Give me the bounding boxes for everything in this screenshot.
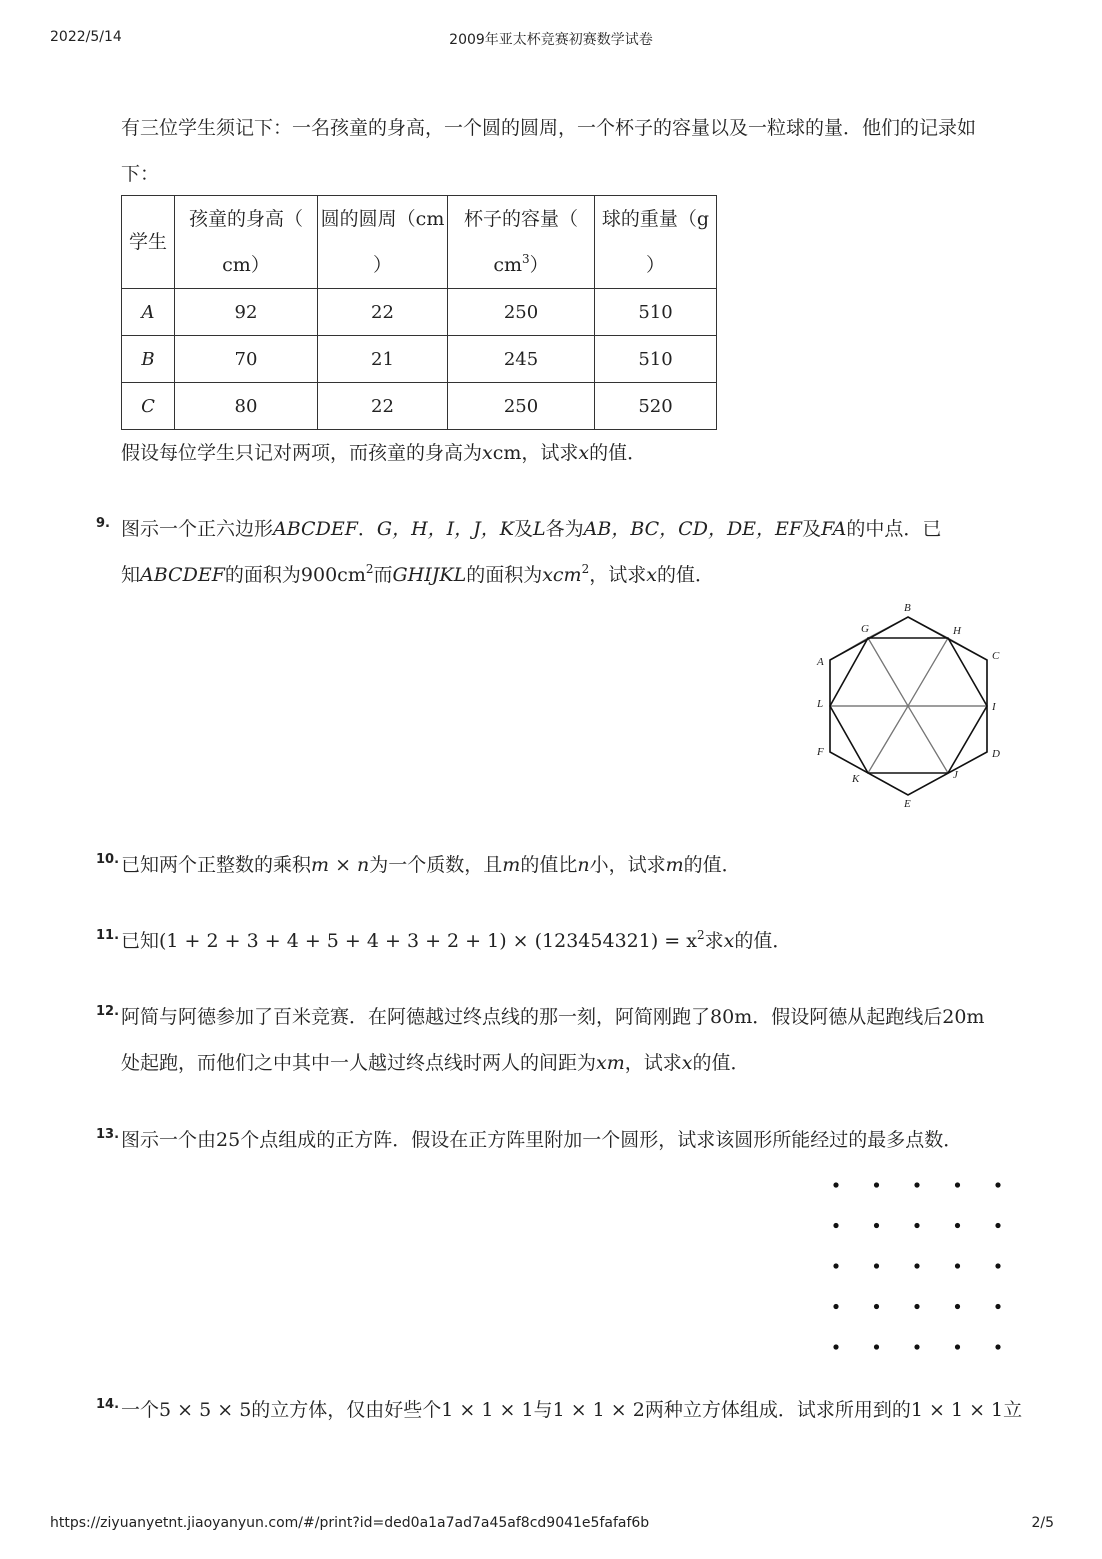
q12-line2: 处起跑，而他们之中其中一人越过终点线时两人的间距为xm，试求x的值． <box>121 1052 750 1074</box>
table-header-height: 孩童的身高（ cm） <box>175 196 318 289</box>
grid-dot <box>874 1263 879 1268</box>
question-number: 13. <box>96 1127 120 1142</box>
question-number: 11. <box>96 928 120 943</box>
grid-dot <box>914 1263 919 1268</box>
grid-dot <box>995 1344 1000 1349</box>
grid-dot <box>874 1344 879 1349</box>
table-header-weight: 球的重量（g ） <box>595 196 717 289</box>
table-cell: 250 <box>448 383 595 430</box>
q9-line1: 图示一个正六边形ABCDEF．G，H，I，J，K及L各为AB，BC，CD，DE，EF及FA的中点．已 <box>121 518 942 540</box>
question-number: 12. <box>96 1004 120 1019</box>
grid-dot <box>874 1182 879 1187</box>
grid-dot <box>995 1263 1000 1268</box>
question-number: 14. <box>96 1397 120 1412</box>
grid-dot <box>995 1223 1000 1228</box>
dot-grid-figure <box>826 1175 1012 1357</box>
label-I: I <box>992 701 996 713</box>
label-E: E <box>904 798 911 810</box>
table-cell-student: B <box>122 336 175 383</box>
grid-dot <box>955 1263 960 1268</box>
star-lines <box>830 617 987 795</box>
table-cell: 520 <box>595 383 717 430</box>
print-date: 2022/5/14 <box>50 29 122 45</box>
q10-line: 已知两个正整数的乘积m × n为一个质数，且m的值比n小，试求m的值． <box>121 854 741 876</box>
table-row <box>122 336 717 383</box>
grid-dot <box>874 1223 879 1228</box>
table-cell-student: A <box>122 289 175 336</box>
grid-dot <box>833 1263 838 1268</box>
records-table <box>121 195 717 430</box>
table-header-circumference: 圆的圆周（cm ） <box>318 196 448 289</box>
table-cell: 92 <box>175 289 318 336</box>
label-J: J <box>953 769 958 781</box>
q14-line: 一个5 × 5 × 5的立方体，仅由好些个1 × 1 × 1与1 × 1 × 2两种立方体组成．试求所用到的1 × 1 × 1立 <box>121 1399 1023 1421</box>
label-K: K <box>852 773 860 785</box>
grid-dot <box>833 1223 838 1228</box>
table-cell: 22 <box>318 289 448 336</box>
table-row <box>122 383 717 430</box>
label-G: G <box>861 623 869 635</box>
table-cell: 245 <box>448 336 595 383</box>
q8-intro-line1: 有三位学生须记下：一名孩童的身高，一个圆的圆周，一个杯子的容量以及一粒球的量．他们的记录如 <box>121 117 977 139</box>
label-L: L <box>817 698 824 710</box>
q11-line: 已知$(1 + 2 + 3 + 4 + 5 + 4 + 3 + 2 + 1) \times (123454321) = x^2$求x的值． <box>121 928 792 952</box>
label-D: D <box>992 748 1000 760</box>
table-cell: 70 <box>175 336 318 383</box>
hexagon-figure <box>808 598 1008 812</box>
table-cell: 21 <box>318 336 448 383</box>
table-cell: 510 <box>595 289 717 336</box>
table-row <box>122 289 717 336</box>
q8-intro-line2: 下： <box>121 163 160 185</box>
grid-dot <box>995 1182 1000 1187</box>
grid-dot <box>914 1182 919 1187</box>
grid-dot <box>955 1182 960 1187</box>
table-cell: 22 <box>318 383 448 430</box>
label-B: B <box>904 602 911 614</box>
table-header-student: 学生 <box>122 196 175 289</box>
grid-dot <box>955 1223 960 1228</box>
grid-dot <box>955 1344 960 1349</box>
table-cell: 80 <box>175 383 318 430</box>
q8-question: 假设每位学生只记对两项，而孩童的身高为xcm，试求x的值． <box>121 442 647 464</box>
page-number: 2/5 <box>1031 1515 1054 1531</box>
label-C: C <box>992 650 1000 662</box>
grid-dot <box>955 1304 960 1309</box>
grid-dot <box>874 1304 879 1309</box>
table-cell: 250 <box>448 289 595 336</box>
table-header-capacity: 杯子的容量（ $cm^3$） <box>448 196 595 289</box>
q12-line1: 阿简与阿德参加了百米竞赛．在阿德越过终点线的那一刻，阿简刚跑了80m．假设阿德从起跑线后20m <box>121 1006 985 1028</box>
question-number: 9. <box>96 516 110 531</box>
question-number: 10. <box>96 852 120 867</box>
grid-dot <box>833 1344 838 1349</box>
source-url: https://ziyuanyetnt.jiaoyanyun.com/#/print?id=ded0a1a7ad7a45af8cd9041e5fafaf6b <box>50 1515 650 1531</box>
grid-dot <box>914 1344 919 1349</box>
table-cell: 510 <box>595 336 717 383</box>
grid-dot <box>914 1304 919 1309</box>
label-H: H <box>953 625 961 637</box>
q13-line: 图示一个由25个点组成的正方阵．假设在正方阵里附加一个圆形，试求该圆形所能经过的最多点数． <box>121 1129 963 1151</box>
label-F: F <box>817 746 824 758</box>
grid-dot <box>995 1304 1000 1309</box>
table-cell-student: C <box>122 383 175 430</box>
grid-dot <box>833 1182 838 1187</box>
q9-line2: 知ABCDEF的面积为$900cm^2$而GHIJKL的面积为xcm$^2$，试求x的值． <box>121 562 714 586</box>
grid-dot <box>914 1223 919 1228</box>
grid-dot <box>833 1304 838 1309</box>
label-A: A <box>817 656 824 668</box>
document-title: 2009年亚太杯竞赛初赛数学试卷 <box>449 32 653 48</box>
